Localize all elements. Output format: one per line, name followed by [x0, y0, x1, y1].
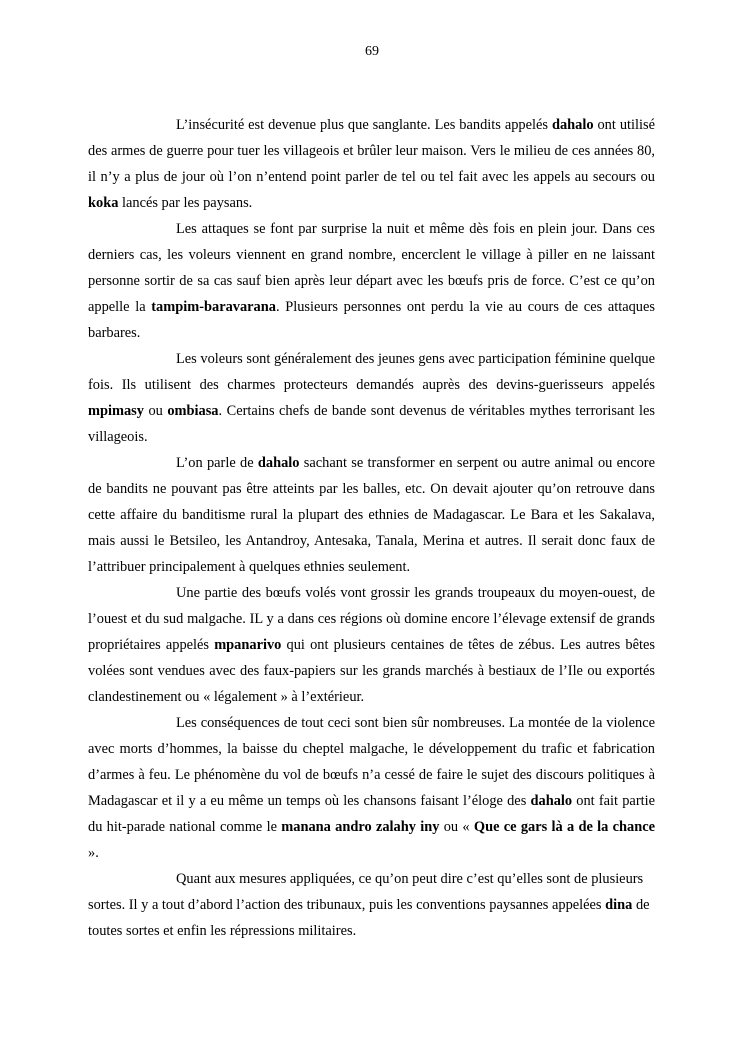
bold-term: ombiasa [167, 403, 219, 419]
text-run: Une partie des bœufs volés vont grossir les grands troupeaux du moyen-ouest, de l’ouest et du sud malgache. IL y a dans ces régions où domine encore l’élevage extensif de grands propriétaires appelés [88, 585, 655, 653]
text-run: lancés par les paysans. [118, 195, 253, 211]
body-text [88, 112, 655, 944]
page-number: 69 [365, 44, 379, 59]
bold-term: dahalo [551, 117, 594, 133]
bold-term: dahalo [257, 455, 300, 471]
text-run: . Plusieurs personnes ont perdu la vie au cours de ces attaques barbares. [88, 299, 655, 341]
text-run: ». [88, 845, 99, 861]
paragraph [88, 216, 655, 346]
paragraph [88, 112, 655, 216]
paragraph [88, 346, 655, 450]
bold-term: tampim-baravarana [151, 299, 276, 315]
paragraph [88, 710, 655, 866]
text-run: qui ont plusieurs centaines de têtes de zébus. Les autres bêtes volées sont vendues avec des faux-papiers sur les grands marchés à bestiaux de l’Ile ou exportés clandestinement ou « légalement » à l’extérieur. [88, 637, 655, 705]
text-run: . Certains chefs de bande sont devenus de véritables mythes terrorisant les villageois. [88, 403, 656, 445]
text-run: Les attaques se font par surprise la nuit et même dès fois en plein jour. Dans ces derniers cas, les voleurs viennent en grand nombre, encerclent le village à piller en ne laissant personne sortir de sa cas sauf bien après leur départ avec les bœufs pris de force. C’est ce qu’on appelle la [88, 221, 655, 315]
text-run: ou « [439, 819, 474, 835]
bold-term: mpimasy [88, 403, 144, 419]
text-run: L’insécurité est devenue plus que sanglante. Les bandits appelés [176, 117, 552, 133]
text-run: ont fait partie du hit-parade national comme le [88, 793, 655, 835]
paragraph [88, 450, 655, 580]
bold-term: mpanarivo [214, 637, 282, 653]
bold-term: koka [88, 195, 119, 211]
bold-term: manana andro zalahy iny [281, 819, 440, 835]
paragraph [88, 866, 655, 944]
text-run: de toutes sortes et enfin les répressions militaires. [88, 897, 650, 939]
text-run: Les conséquences de tout ceci sont bien sûr nombreuses. La montée de la violence avec morts d’hommes, la baisse du cheptel malgache, le développement du trafic et fabrication d’armes à feu. Le phénomène du vol de bœufs n’a cessé de faire le sujet des discours politiques à Madagascar et il y a eu même un temps où les chansons faisant l’éloge des [88, 715, 655, 809]
paragraph [88, 580, 655, 710]
text-run: sachant se transformer en serpent ou autre animal ou encore de bandits ne pouvant pas être atteints par les balles, etc. On devait ajouter qu’on retrouve dans cette affaire du banditisme rural la plupart des ethnies de Madagascar. Le Bara et les Sakalava, mais aussi le Betsileo, les Antandroy, Antesaka, Tanala, Merina et autres. Il serait donc faux de l’attribuer principalement à quelques ethnies seulement. [88, 455, 655, 575]
text-run: ou [143, 403, 168, 419]
text-run: Quant aux mesures appliquées, ce qu’on peut dire c’est qu’elles sont de plusieurs sortes. Il y a tout d’abord l’action des tribunaux, puis les conventions paysannes appelées [88, 871, 644, 913]
bold-term: dina [605, 897, 633, 913]
bold-term: Que ce gars là a de la chance [473, 819, 655, 835]
text-run: Les voleurs sont généralement des jeunes gens avec participation féminine quelque fois. Ils utilisent des charmes protecteurs demandés auprès des devins-guerisseurs appelés [88, 351, 655, 393]
text-run: ont utilisé des armes de guerre pour tuer les villageois et brûler leur maison. Vers le milieu de ces années 80, il n’y a plus de jour où l’on n’entend point parler de tel ou tel fait avec les appels au secours ou [88, 117, 656, 185]
bold-term: dahalo [530, 793, 573, 809]
text-run: L’on parle de [176, 455, 258, 471]
